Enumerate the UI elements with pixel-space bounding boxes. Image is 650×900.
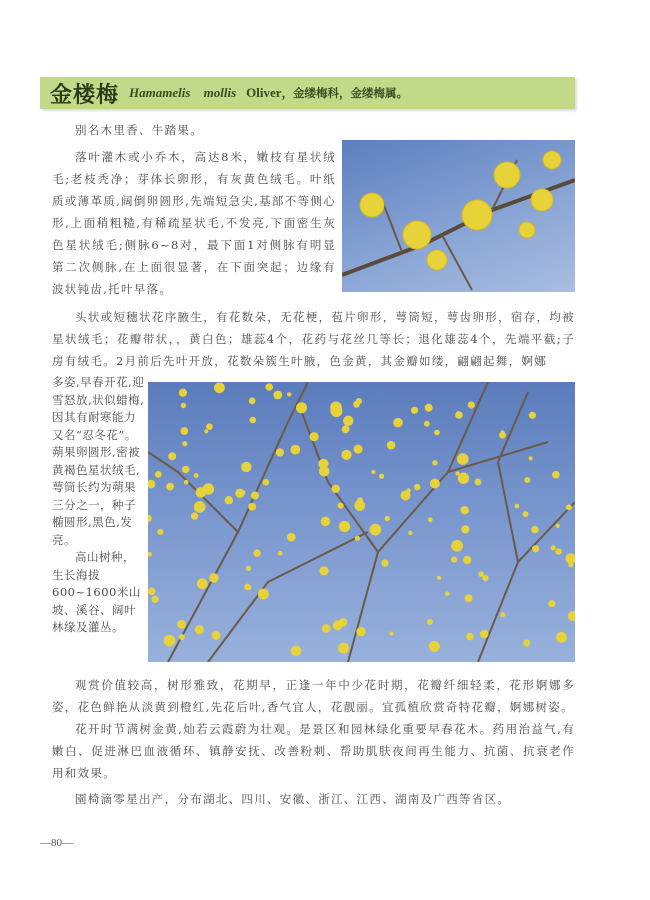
- blossom: [241, 462, 251, 472]
- blossom: [157, 529, 163, 535]
- inflorescence-paragraph-continued: 多姿,早春开花,迎雪怒放,状似蜡梅,因其有耐寒能力又名“忍冬花”。蒴果卵圆形,密被黄褐色星状绒毛,萼筒长约为蒴果三分之一，种子椭圆形,黑色,发亮。: [52, 375, 145, 547]
- blossom: [531, 526, 538, 533]
- blossom: [552, 471, 560, 479]
- blossom: [332, 485, 340, 493]
- blossom: [437, 576, 441, 580]
- blossom: [330, 402, 342, 414]
- blossom: [411, 407, 418, 414]
- blossom: [387, 441, 396, 450]
- blossom: [475, 479, 482, 486]
- blossom: [250, 417, 257, 424]
- blossom: [568, 611, 575, 621]
- blossom: [408, 531, 412, 535]
- blossom: [278, 551, 283, 556]
- blossom: [357, 497, 363, 503]
- blossom: [342, 618, 347, 623]
- blossom: [148, 587, 155, 595]
- usage-section: [52, 674, 575, 810]
- blossom: [204, 429, 208, 433]
- blossom: [291, 646, 302, 657]
- witch-hazel-branch-image: [342, 140, 575, 292]
- blossom: [168, 452, 176, 460]
- blossom: [333, 620, 343, 630]
- blossom: [478, 571, 484, 577]
- ornamental-paragraph: 观赏价值较高，树形雅致，花期早，正逢一年中少花时期，花瓣纤细轻柔，花形婀娜多姿，花色鲜艳从淡黄到橙红,先花后叶,香气宜人，花靓丽。宜孤植欣赏奇特花瓣，婀娜树姿。: [52, 678, 575, 714]
- blossom: [381, 560, 388, 567]
- blossom: [455, 471, 459, 475]
- morphology-paragraph: 落叶灌木或小乔木，高达8米，嫩枝有星状绒毛;老枝秃净；芽体长卵形，有灰黄色绒毛。叶纸质或薄革质,阔倒卵圆形,先端短急尖,基部不等侧心形,上面稍粗糙,有稀疏星状毛,不发亮,下面密生灰色星状绒毛;侧脉6~8对，最下面1对侧脉有明显第二次侧脉,在上面很显著，在下面突起；边缘有波状钝齿,托叶早落。: [52, 150, 336, 296]
- blossom: [148, 552, 152, 557]
- blossom: [184, 480, 189, 485]
- blossom: [194, 501, 206, 513]
- blossom: [258, 589, 269, 600]
- blossom: [180, 427, 188, 435]
- blossom: [568, 562, 573, 567]
- blossom: [451, 557, 457, 563]
- blossom: [212, 631, 221, 640]
- narrow-column-with-photo: [52, 374, 575, 662]
- blossom: [555, 548, 562, 555]
- blossom: [203, 483, 214, 494]
- blossom: [166, 483, 174, 491]
- blossom: [251, 492, 259, 500]
- blossom: [371, 470, 375, 474]
- flower-closeup-photo: [342, 140, 575, 292]
- blossom: [246, 566, 251, 571]
- blossom: [337, 503, 343, 509]
- page-number: —80—: [40, 837, 73, 849]
- blossom: [296, 402, 307, 413]
- blossom: [424, 421, 430, 427]
- blossom: [465, 594, 473, 602]
- blossom: [566, 504, 572, 510]
- blossom: [353, 401, 360, 408]
- blossom: [432, 460, 437, 465]
- distribution-paragraph: 園椅滴零星出产，分布湖北、四川、安徽、浙江、江西、湖南及广西等省区。: [75, 792, 511, 806]
- blossom: [341, 450, 351, 460]
- blossom: [241, 490, 245, 494]
- blossom: [321, 517, 331, 527]
- blossom: [427, 619, 433, 625]
- blossom: [339, 521, 350, 532]
- blossom: [461, 525, 469, 533]
- inflorescence-paragraph-start: 头状或短穗状花序腋生，有花数朵，无花梗，苞片卵形，萼筒短，萼齿卵形，宿存，均被星状绒毛；花瓣带状，，黄白色；雄蕊4个，花药与花丝几等长；退化雄蕊4个，先端平截;子房有绒毛。2月前后先叶开放，花数朵簇生叶腋，色金黄，其金瓣如缕，翩翩起舞，婀娜: [52, 310, 575, 368]
- blossom: [164, 635, 176, 647]
- blossom: [248, 503, 256, 511]
- blossom: [182, 466, 189, 473]
- blossom: [551, 545, 556, 550]
- blossom: [500, 612, 505, 617]
- blossom: [406, 488, 411, 493]
- blossom: [151, 596, 158, 603]
- alias-paragraph: 别名木里香、牛踏果。: [75, 123, 203, 137]
- blossom: [155, 471, 162, 478]
- latin-name: Hamamelis mollis: [129, 85, 237, 100]
- blossom: [468, 401, 475, 408]
- blossom: [565, 553, 575, 564]
- blossom: [428, 517, 433, 522]
- blossom: [195, 625, 204, 634]
- blossom: [273, 391, 282, 400]
- blossom: [276, 448, 284, 456]
- blossom: [263, 479, 270, 486]
- blossom: [523, 511, 529, 517]
- blossom: [430, 479, 440, 489]
- author-name: Oliver: [246, 85, 282, 100]
- blossom: [529, 456, 533, 460]
- blossom: [370, 524, 382, 536]
- blossom: [179, 389, 187, 397]
- medicinal-paragraph: 花开时节满树金黄,灿若云霞蔚为壮观。是景区和园林绿化重要早春花木。药用治益气,有嫩白、促进淋巴血液循环、镇静安抚、改善粉刺、帮助肌肤夜间再生能力、抗菌、抗衰老作用和效果。: [52, 722, 575, 780]
- family-genus: ，金缕梅科，金缕梅属。: [281, 86, 409, 100]
- blossom: [194, 473, 199, 478]
- blossom: [356, 627, 365, 636]
- blossom: [265, 383, 273, 391]
- blossom: [515, 504, 520, 509]
- blossom: [379, 474, 384, 479]
- blossom: [529, 412, 536, 419]
- blossom: [310, 432, 319, 441]
- blossom: [445, 592, 450, 597]
- blossom: [389, 632, 393, 636]
- flowering-tree-photo: [148, 382, 575, 662]
- blossom: [355, 536, 360, 541]
- narrow-column: [52, 374, 146, 637]
- page-body: [40, 0, 575, 854]
- blossom: [225, 496, 233, 504]
- blossom: [191, 512, 198, 519]
- blossom: [434, 430, 440, 436]
- blossom: [451, 540, 463, 552]
- blossom: [556, 524, 560, 528]
- blossom: [319, 466, 330, 477]
- blossom: [287, 533, 296, 542]
- blossom: [338, 643, 349, 654]
- blossom: [319, 566, 328, 575]
- blossom: [457, 453, 469, 465]
- blossom: [253, 549, 260, 556]
- blossom: [455, 411, 463, 419]
- blossom: [499, 432, 506, 439]
- blossom: [356, 502, 364, 510]
- blossom: [466, 633, 474, 641]
- blossom: [290, 445, 300, 455]
- blossom: [414, 484, 420, 490]
- blossom: [148, 480, 155, 489]
- blossom: [523, 640, 530, 647]
- blossom: [460, 506, 468, 514]
- blossom: [458, 473, 469, 484]
- blossom: [181, 403, 186, 408]
- habitat-paragraph: 高山树种，生长海拔600~1600米山坡、溪谷、阔叶林缘及灌丛。: [52, 550, 141, 634]
- blossom: [322, 624, 331, 633]
- blossom: [385, 516, 390, 521]
- blossom: [287, 392, 291, 396]
- blossom: [244, 584, 250, 590]
- blossom: [524, 477, 530, 483]
- blossom: [206, 423, 213, 430]
- blossom: [177, 620, 186, 629]
- blossom: [209, 573, 219, 583]
- blossom: [393, 418, 403, 428]
- blossom: [148, 515, 152, 523]
- blossom: [425, 404, 433, 412]
- blossom: [343, 416, 353, 426]
- blossom: [179, 634, 185, 640]
- blossom: [532, 545, 539, 552]
- blossom: [197, 578, 208, 589]
- blossom: [354, 445, 363, 454]
- blossom: [480, 630, 488, 638]
- blossom: [249, 397, 256, 404]
- blossom: [548, 600, 555, 607]
- blossom: [342, 425, 350, 433]
- blossom: [463, 556, 471, 564]
- flowering-branches-image: [148, 382, 575, 662]
- page-title: 金楼梅: [50, 82, 120, 108]
- blossom: [556, 632, 567, 643]
- blossom: [482, 575, 488, 581]
- blossom: [429, 641, 440, 652]
- blossom: [182, 441, 187, 446]
- blossom: [214, 382, 225, 393]
